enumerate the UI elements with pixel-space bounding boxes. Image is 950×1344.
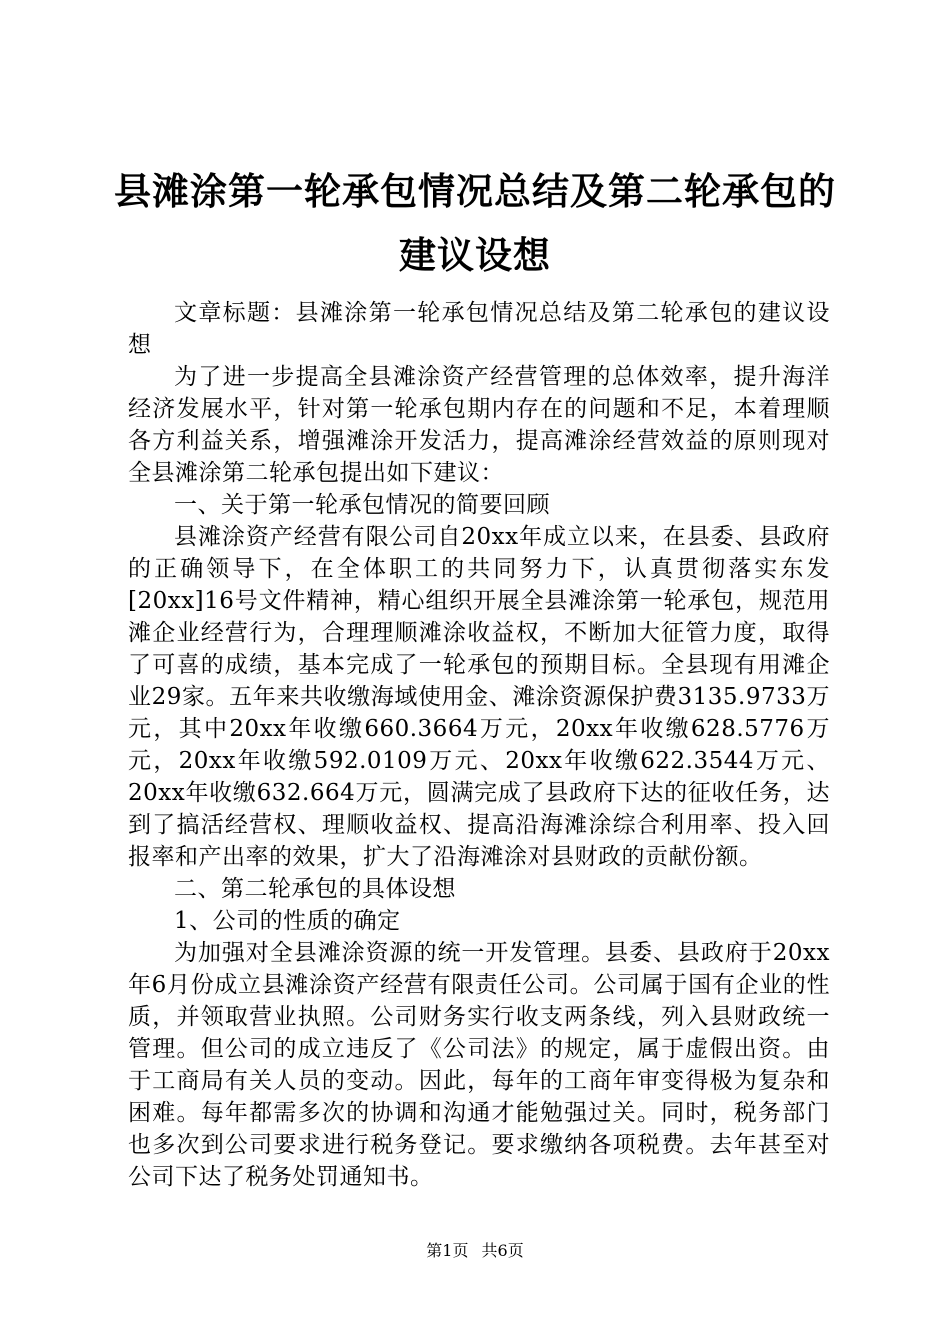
page-footer	[0, 1241, 950, 1261]
paragraph-company-nature: 为加强对全县滩涂资源的统一开发管理。县委、县政府于20xx年6月份成立县滩涂资产经营有限责任公司。公司属于国有企业的性质，并领取营业执照。公司财务实行收支两条线，列入县财政统一管理。但公司的成立违反了《公司法》的规定，属于虚假出资。由于工商局有关人员的变动。因此，每年的工商年审变得极为复杂和困难。每年都需多次的协调和沟通才能勉强过关。同时，税务部门也多次到公司要求进行税务登记。要求缴纳各项税费。去年甚至对公司下达了税务处罚通知书。	[128, 940, 830, 1190]
paragraph-review: 县滩涂资产经营有限公司自20xx年成立以来，在县委、县政府的正确领导下，在全体职工的共同努力下，认真贯彻落实东发[20xx]16号文件精神，精心组织开展全县滩涂第一轮承包，规范用滩企业经营行为，合理理顺滩涂收益权，不断加大征管力度，取得了可喜的成绩，基本完成了一轮承包的预期目标。全县现有用滩企业29家。五年来共收缴海域使用金、滩涂资源保护费3135.9733万元，其中20xx年收缴660.3664万元，20xx年收缴628.5776万元，20xx年收缴592.0109万元、20xx年收缴622.3544万元、20xx年收缴632.664万元，圆满完成了县政府下达的征收任务，达到了搞活经营权、理顺收益权、提高沿海滩涂综合利用率、投入回报率和产出率的效果，扩大了沿海滩涂对县财政的贡献份额。	[128, 524, 830, 870]
document-title: 县滩涂第一轮承包情况总结及第二轮承包的建议设想	[114, 170, 836, 277]
document-body	[128, 297, 830, 1193]
page-total: 共6页	[481, 1241, 524, 1260]
subsection-heading-1: 1、公司的性质的确定	[174, 908, 401, 934]
section-heading-2: 二、第二轮承包的具体设想	[174, 876, 456, 902]
paragraph-intro: 为了进一步提高全县滩涂资产经营管理的总体效率，提升海洋经济发展水平，针对第一轮承包期内存在的问题和不足，本着理顺各方利益关系，增强滩涂开发活力，提高滩涂经营效益的原则现对全县滩涂第二轮承包提出如下建议：	[128, 364, 830, 486]
page-number: 第1页	[426, 1241, 469, 1260]
paragraph-article-title: 文章标题：县滩涂第一轮承包情况总结及第二轮承包的建议设想	[128, 300, 830, 358]
section-heading-1: 一、关于第一轮承包情况的简要回顾	[174, 492, 550, 518]
